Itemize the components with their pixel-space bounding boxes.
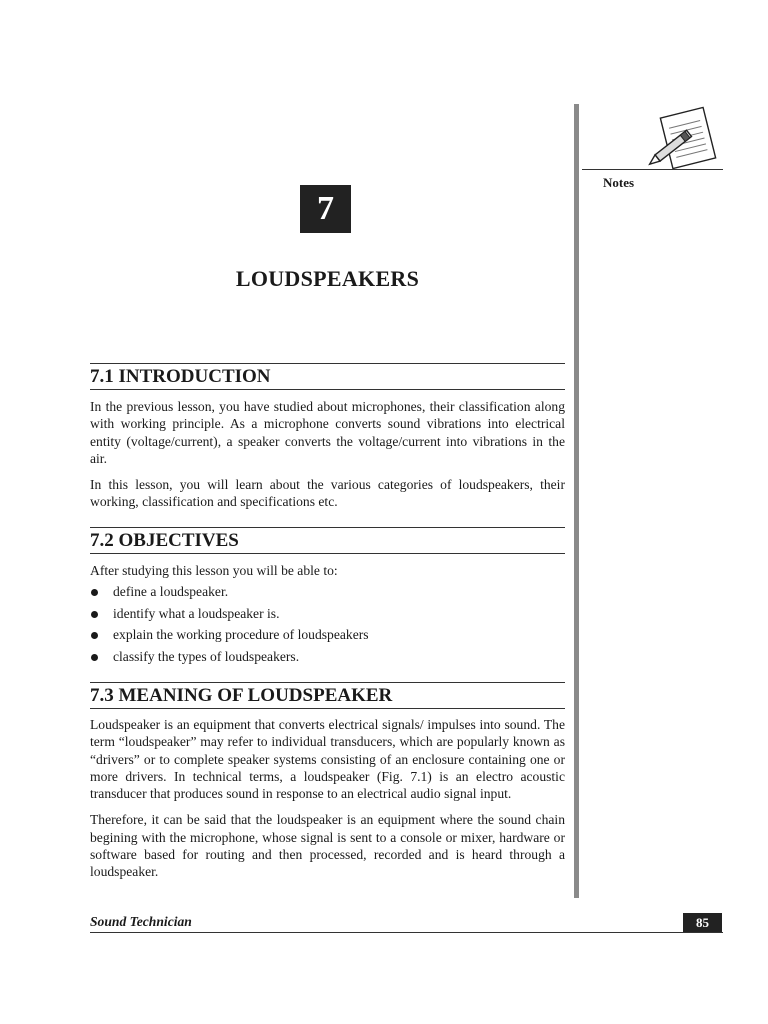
bullet-icon xyxy=(91,589,98,596)
objectives-lead: After studying this lesson you will be able to: xyxy=(90,563,338,578)
section-body-meaning xyxy=(90,716,565,881)
bullet-icon xyxy=(91,611,98,618)
paragraph: Loudspeaker is an equipment that converts electrical signals/ impulses into sound. The term “loudspeaker” may refer to individual transducers, which are popularly known as “drivers” or to complete speaker systems consisting of an enclosure containing one or more drivers. In technical terms, a loudspeaker (Fig. 7.1) is an electro acoustic transducer that produces sound in response to an electrical audio signal input. xyxy=(90,717,565,802)
list-item xyxy=(90,624,565,646)
objectives-list xyxy=(90,581,565,667)
footer-book-title: Sound Technician xyxy=(90,914,192,929)
list-item-text: classify the types of loudspeakers. xyxy=(113,648,300,664)
paragraph: In this lesson, you will learn about the various categories of loudspeakers, their working, classification and specifications etc. xyxy=(90,477,565,510)
notes-label: Notes xyxy=(603,175,635,190)
notes-rule xyxy=(582,169,723,170)
list-item-text: explain the working procedure of loudspeakers xyxy=(113,627,369,643)
margin-divider xyxy=(574,104,579,898)
section-heading-objectives: 7.2 OBJECTIVES xyxy=(90,527,565,554)
chapter-title: LOUDSPEAKERS xyxy=(235,266,420,291)
section-body-objectives xyxy=(90,562,565,667)
page-number: 85 xyxy=(683,913,722,932)
paragraph: In the previous lesson, you have studied about microphones, their classification along with working principle. As a microphone converts sound vibrations into electrical entity (voltage/current), a speaker converts the voltage/current into vibrations in the air. xyxy=(90,399,565,466)
bullet-icon xyxy=(91,632,98,639)
notepad-pencil-icon xyxy=(648,102,720,174)
section-heading-meaning: 7.3 MEANING OF LOUDSPEAKER xyxy=(90,682,565,709)
paragraph: Therefore, it can be said that the loudspeaker is an equipment where the sound chain begining with the microphone, whose signal is sent to a console or mixer, hardware or software based for routing and then processed, recorded and is heard through a loudspeaker. xyxy=(90,812,565,880)
list-item xyxy=(90,603,565,625)
chapter-number-badge: 7 xyxy=(300,185,351,233)
footer-rule xyxy=(90,932,723,933)
list-item-text: identify what a loudspeaker is. xyxy=(113,605,280,621)
bullet-icon xyxy=(91,654,98,661)
section-body-introduction xyxy=(90,398,565,511)
list-item-text: define a loudspeaker. xyxy=(113,584,229,600)
list-item xyxy=(90,581,565,603)
section-heading-introduction: 7.1 INTRODUCTION xyxy=(90,363,565,390)
list-item xyxy=(90,646,565,668)
